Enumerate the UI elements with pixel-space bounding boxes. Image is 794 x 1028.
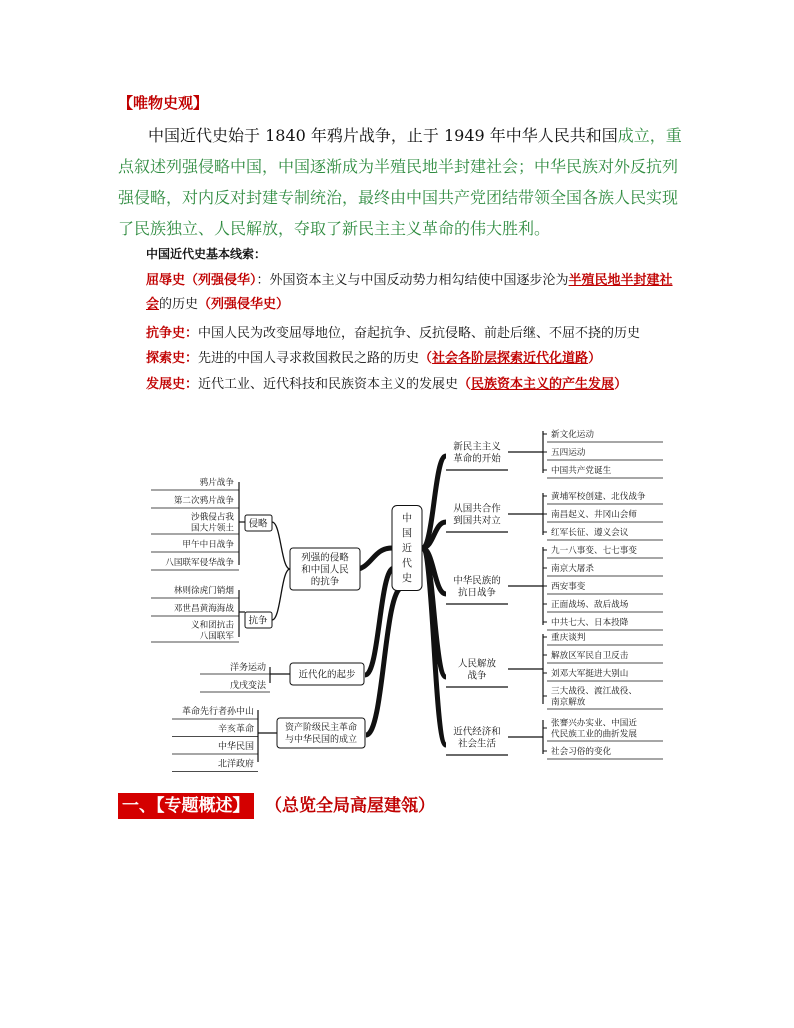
paragraph-part-1: 中国近代史始于 1840 年鸦片战争，止于 1949 年中华人民共和国 <box>148 126 618 145</box>
bourgeois-label: 与中华民国的成立 <box>284 735 358 746</box>
aggression-label: 侵略 <box>248 518 268 530</box>
right-branch-label: 到国共对立 <box>453 515 501 527</box>
clue-emphasis: 社会各阶层探索近代化道路 <box>432 351 589 366</box>
clue-emphasis: 半殖民地半封建社会 <box>146 273 673 312</box>
clue-label: 探索史： <box>146 351 199 366</box>
right-item: 南京解放 <box>551 697 586 708</box>
invasion-label: 和中国人民 <box>301 564 349 576</box>
clue-note-open: （ <box>458 377 472 392</box>
bourgeois-item: 北洋政府 <box>217 759 254 770</box>
struggle-item: 八国联军 <box>199 631 234 642</box>
to-struggle <box>272 569 290 620</box>
clue-tail: 的历史 <box>159 297 199 312</box>
clue-text: 近代工业、近代科技和民族资本主义的发展史 <box>198 377 459 392</box>
right-item: 张謇兴办实业、中国近 <box>551 718 637 729</box>
clues-title: 中国近代史基本线索： <box>146 247 267 261</box>
right-item: 代民族工业的曲折发展 <box>551 729 637 740</box>
right-branch-label: 革命的开始 <box>453 453 501 465</box>
bourgeois-item: 辛亥革命 <box>217 724 254 735</box>
right-branch-label: 社会生活 <box>457 738 497 750</box>
right-branch-label: 抗日战争 <box>457 587 497 599</box>
right-item: 解放区军民自卫反击 <box>551 651 629 662</box>
center-label-char: 代 <box>402 558 412 570</box>
clue-note-open: （ <box>419 351 433 366</box>
bourgeois-label: 资产阶级民主革命 <box>284 723 358 734</box>
invasion-label: 列强的侵略 <box>301 552 349 564</box>
modernization-label: 近代化的起步 <box>298 669 356 681</box>
struggle-item: 林则徐虎门销烟 <box>173 586 234 597</box>
center-label-char: 国 <box>402 528 412 540</box>
right-item: 新文化运动 <box>551 430 594 441</box>
right-item: 五四运动 <box>551 448 586 459</box>
topic-banner-subtitle: （总览全局高屋建瓴） <box>265 796 435 816</box>
right-item: 九一八事变、七七事变 <box>551 546 637 557</box>
right-item: 重庆谈判 <box>551 633 586 644</box>
clue-note-close: ） <box>588 351 602 366</box>
modernization-item: 戊戌变法 <box>229 681 266 692</box>
to-aggression <box>272 522 290 569</box>
right-item: 中国共产党诞生 <box>551 466 612 477</box>
aggression-item: 甲午中日战争 <box>182 540 234 551</box>
right-item: 社会习俗的变化 <box>551 747 612 758</box>
right-item: 南昌起义、井冈山会师 <box>551 510 637 521</box>
right-item: 刘邓大军挺进大别山 <box>551 669 629 680</box>
aggression-item: 八国联军侵华战争 <box>165 558 234 569</box>
struggle-item: 邓世昌黄海海战 <box>173 604 234 615</box>
struggle-item: 义和团抗击 <box>191 620 234 631</box>
clue-text: 中国人民为改变屈辱地位，奋起抗争、反抗侵略、前赴后继、不屈不挠的历史 <box>198 326 641 341</box>
center-label-char: 中 <box>402 513 412 525</box>
clue-emphasis: 民族资本主义的产生发展 <box>471 377 615 392</box>
right-branch-label: 人民解放 <box>457 658 497 670</box>
center-label-char: 史 <box>402 573 412 585</box>
right-branch-label: 新民主主义 <box>453 441 501 453</box>
clue-label: 抗争史： <box>146 326 199 341</box>
section-heading: 【唯物史观】 <box>118 94 209 112</box>
aggression-item: 鸦片战争 <box>199 478 234 489</box>
bourgeois-item: 中华民国 <box>217 742 254 753</box>
center-label-char: 近 <box>402 543 412 555</box>
right-branch-label: 中华民族的 <box>453 575 501 587</box>
right-item: 中共七大、日本投降 <box>551 618 629 629</box>
paragraph-part-2: 成立，重点叙述列强侵略中国，中国逐渐成为半殖民地半封建社会；中华民族对外反抗列强侵略，对内反对封建专制统治，最终由中国共产党团结带领全国各族人民实现了民族独立、人民解放，夺取了新民主主义革命的伟大胜利。 <box>118 126 682 238</box>
clue-note-close: ） <box>614 377 628 392</box>
right-item: 红军长征、遵义会议 <box>551 528 629 539</box>
right-item: 南京大屠杀 <box>551 564 594 575</box>
right-item: 西安事变 <box>551 582 586 593</box>
center-to-branch-curve <box>422 522 446 548</box>
right-item: 正面战场、敌后战场 <box>551 600 629 611</box>
clue-label: 发展史： <box>146 377 199 392</box>
clue-text: 先进的中国人寻求救国救民之路的历史 <box>198 351 420 366</box>
modernization-item: 洋务运动 <box>229 663 266 674</box>
clue-label: 屈辱史（列强侵华） <box>146 273 257 288</box>
aggression-item: 国大片领土 <box>191 523 234 534</box>
right-branch-label: 近代经济和 <box>453 726 501 738</box>
right-branch-label: 战争 <box>467 670 487 682</box>
right-branch-label: 从国共合作 <box>453 503 501 515</box>
clue-note: （列强侵华史） <box>198 297 290 312</box>
topic-banner: 一、【专题概述】 <box>118 793 254 819</box>
invasion-label: 的抗争 <box>310 576 340 588</box>
clue-text: ：外国资本主义与中国反动势力相勾结使中国逐步沦为 <box>256 273 569 288</box>
right-item: 黄埔军校创建、北伐战争 <box>551 492 646 503</box>
right-item: 三大战役、渡江战役、 <box>551 686 637 697</box>
struggle-label: 抗争 <box>248 615 268 627</box>
aggression-item: 沙俄侵占我 <box>191 512 234 523</box>
bourgeois-item: 革命先行者孙中山 <box>181 707 254 718</box>
aggression-item: 第二次鸦片战争 <box>173 496 234 507</box>
